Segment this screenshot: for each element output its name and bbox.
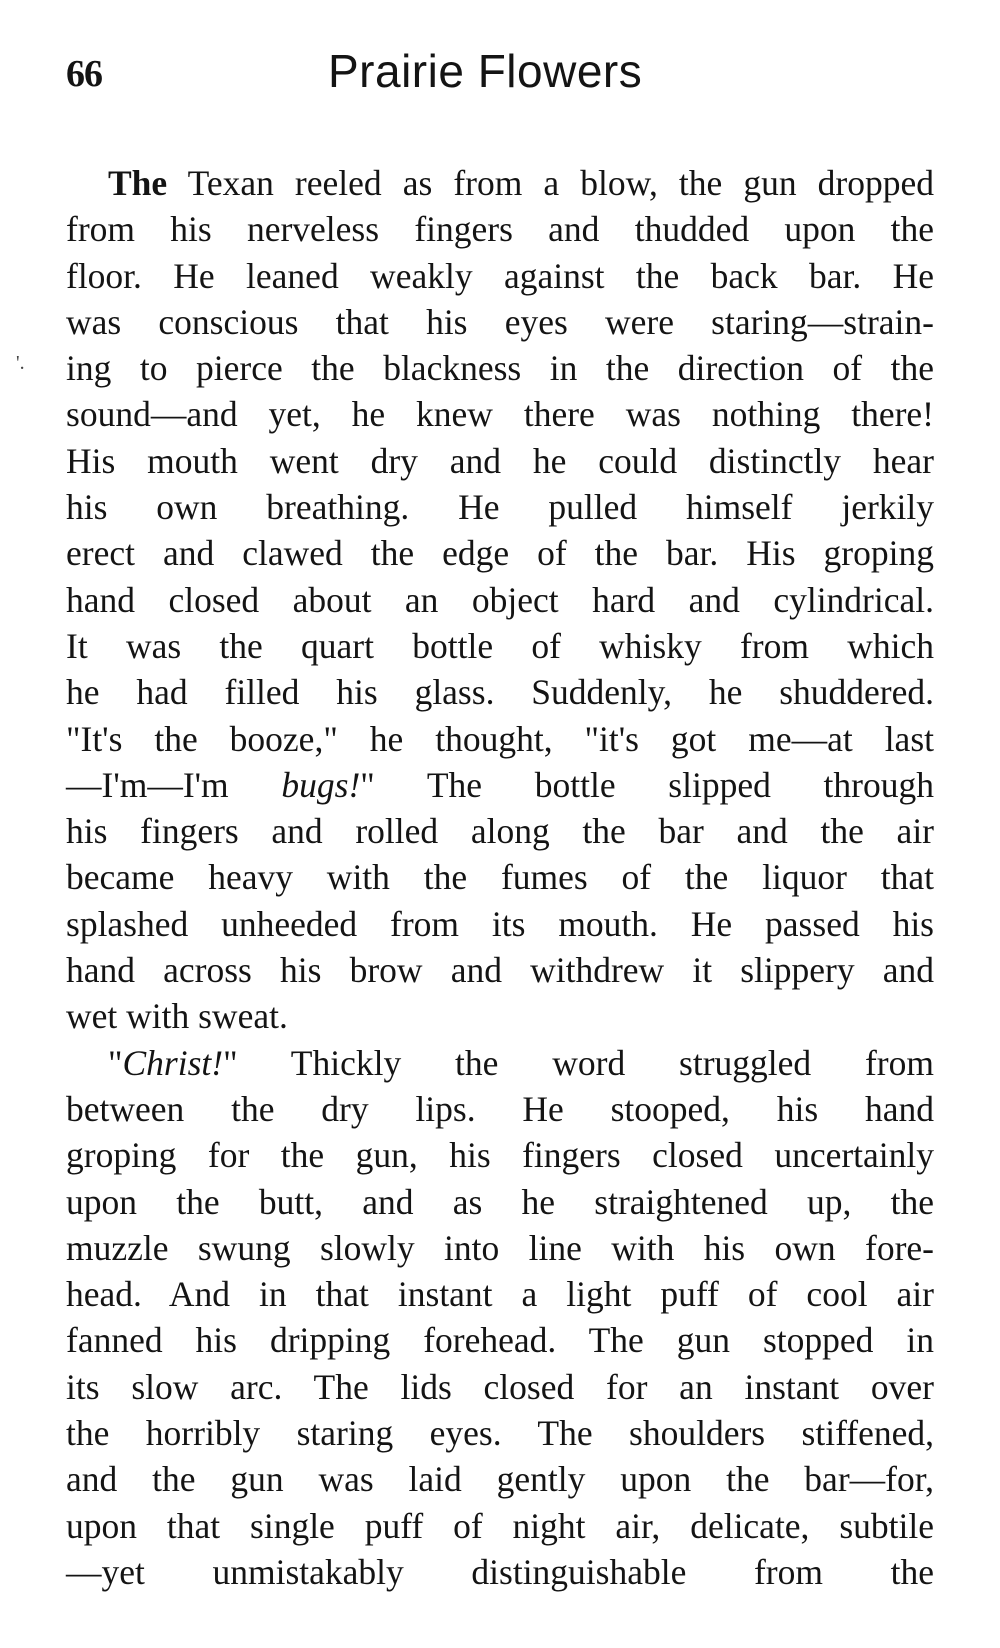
- line-text: ": [108, 1042, 123, 1083]
- running-title: Prairie Flowers: [328, 45, 643, 97]
- text-line: ing to pierce the blackness in the direction of the: [66, 348, 934, 389]
- line-text: " Thickly the word struggled from: [223, 1042, 934, 1083]
- text-line: upon that single puff of night air, delicate, subtile: [66, 1505, 934, 1546]
- text-line: hand closed about an object hard and cylindrical.: [66, 579, 934, 620]
- text-line: his fingers and rolled along the bar and the air: [66, 811, 934, 852]
- text-line: splashed unheeded from its mouth. He passed his: [66, 903, 934, 944]
- paragraph: [66, 1040, 934, 1596]
- bold-word: The: [108, 163, 168, 203]
- text-line: [66, 1040, 934, 1086]
- line-text: —I'm—I'm: [66, 764, 282, 805]
- text-line: he had filled his glass. Suddenly, he shuddered.: [66, 672, 934, 713]
- page-number: 66: [66, 53, 102, 95]
- text-line: was conscious that his eyes were staring—strain-: [66, 301, 934, 342]
- italic-word: bugs!: [281, 764, 361, 805]
- text-line: from his nerveless fingers and thudded upon the: [66, 209, 934, 250]
- text-line: its slow arc. The lids closed for an instant over: [66, 1366, 934, 1407]
- text-line: erect and clawed the edge of the bar. His groping: [66, 533, 934, 574]
- text-line: muzzle swung slowly into line with his own fore-: [66, 1227, 934, 1268]
- text-line: the horribly staring eyes. The shoulders stiffened,: [66, 1413, 934, 1454]
- text-line: "It's the booze," he thought, "it's got me—at last: [66, 718, 934, 759]
- text-line: [66, 762, 934, 808]
- text-line: sound—and yet, he knew there was nothing there!: [66, 394, 934, 435]
- text-line: His mouth went dry and he could distinctly hear: [66, 440, 934, 481]
- text-line: head. And in that instant a light puff of cool air: [66, 1274, 934, 1315]
- text-line: and the gun was laid gently upon the bar—for,: [66, 1459, 934, 1500]
- text-line: It was the quart bottle of whisky from which: [66, 625, 934, 666]
- text-line: —yet unmistakably distinguishable from the: [66, 1551, 934, 1592]
- text-line: fanned his dripping forehead. The gun stopped in: [66, 1320, 934, 1361]
- italic-word: Christ!: [122, 1042, 224, 1083]
- paragraph: [66, 160, 934, 1040]
- text-line: his own breathing. He pulled himself jerkily: [66, 487, 934, 528]
- line-text: " The bottle slipped through: [360, 764, 934, 805]
- text-line: hand across his brow and withdrew it slippery and: [66, 950, 934, 991]
- text-line: [66, 160, 934, 206]
- body-text: [66, 160, 934, 1595]
- text-line: floor. He leaned weakly against the back bar. He: [66, 255, 934, 296]
- line-text: Texan reeled as from a blow, the gun dropped: [167, 163, 934, 203]
- text-line: groping for the gun, his fingers closed uncertainly: [66, 1135, 934, 1176]
- page-header: [66, 44, 934, 104]
- text-line: wet with sweat.: [66, 996, 288, 1037]
- text-line: upon the butt, and as he straightened up, the: [66, 1181, 934, 1222]
- text-line: became heavy with the fumes of the liquor that: [66, 857, 934, 898]
- text-line: between the dry lips. He stooped, his hand: [66, 1088, 934, 1129]
- margin-mark: '.: [16, 352, 25, 374]
